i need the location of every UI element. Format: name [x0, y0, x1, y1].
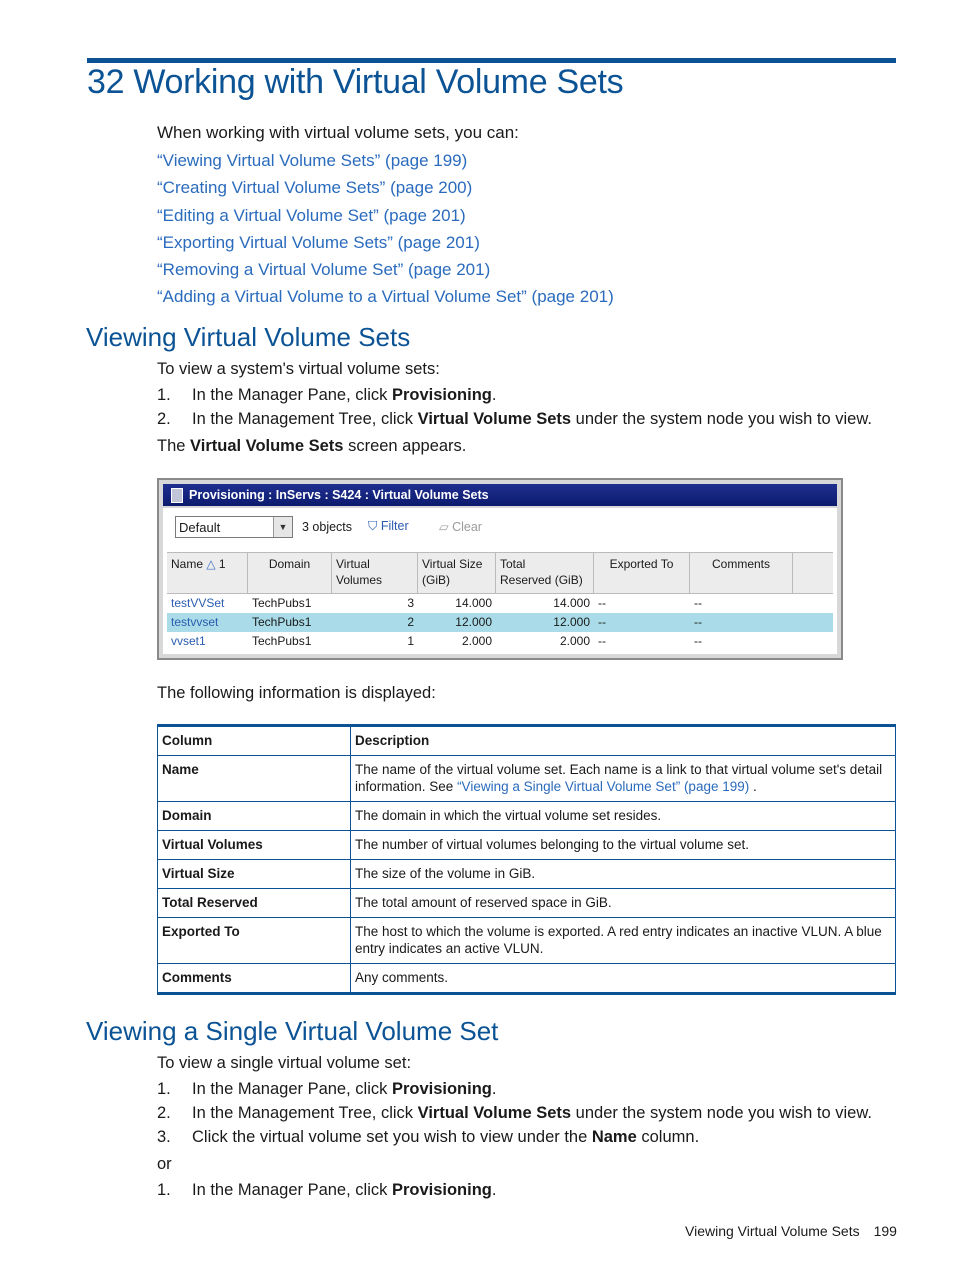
chapter-title: 32 Working with Virtual Volume Sets [87, 63, 624, 101]
filter-icon: ⛉ [368, 519, 381, 533]
col-virtual-volumes[interactable]: Virtual Volumes [332, 553, 418, 593]
filter-button[interactable]: ⛉ Filter [368, 519, 409, 533]
following-text: The following information is displayed: [157, 684, 436, 702]
link-removing[interactable]: “Removing a Virtual Volume Set” (page 201) [157, 260, 491, 280]
table-row: Total Reserved The total amount of reserved space in GiB. [158, 889, 896, 918]
grid-header [167, 552, 833, 594]
section2-step-2: 2. In the Management Tree, click Virtual Volume Sets under the system node you wish to view. [157, 1104, 872, 1122]
page-footer [685, 1223, 897, 1239]
col-virtual-size[interactable]: Virtual Size (GiB) [418, 553, 496, 593]
table-row: Exported To The host to which the volume is exported. A red entry indicates an inactive VLUN. A blue entry indicates an active VLUN. [158, 918, 896, 964]
eraser-icon: ▱ [439, 520, 453, 534]
chapter-links [157, 150, 614, 314]
table-row: Virtual Volumes The number of virtual volumes belonging to the virtual volume set. [158, 831, 896, 860]
table-row[interactable]: vvset1 TechPubs1 1 2.000 2.000 -- -- [171, 634, 702, 648]
link-adding[interactable]: “Adding a Virtual Volume to a Virtual Volume Set” (page 201) [157, 287, 614, 307]
chevron-down-icon[interactable]: ▼ [273, 517, 292, 537]
link-viewing-single[interactable]: “Viewing a Single Virtual Volume Set” (page 199) [457, 779, 750, 794]
link-viewing[interactable]: “Viewing Virtual Volume Sets” (page 199) [157, 151, 468, 170]
table-header-row: Column Description [158, 726, 896, 756]
link-exporting[interactable]: “Exporting Virtual Volume Sets” (page 201) [157, 232, 480, 252]
section2-step-3: 3. Click the virtual volume set you wish to view under the Name column. [157, 1128, 700, 1146]
table-row[interactable]: testVVSet TechPubs1 3 14.000 14.000 -- -- [171, 596, 702, 610]
section-heading-viewing: Viewing Virtual Volume Sets [86, 322, 411, 352]
link-creating[interactable]: “Creating Virtual Volume Sets” (page 200) [157, 178, 473, 198]
section2-alt-step-1: 1. In the Manager Pane, click Provisioning. [157, 1181, 497, 1199]
col-name[interactable]: Name △ 1 [167, 553, 248, 593]
col-total-reserved[interactable]: Total Reserved (GiB) [496, 553, 594, 593]
table-row[interactable]: testvvset TechPubs1 2 12.000 12.000 -- -- [167, 613, 833, 632]
section2-step-1: 1. In the Manager Pane, click Provisioning. [157, 1080, 497, 1098]
section1-result: The Virtual Volume Sets screen appears. [157, 437, 467, 455]
section1-step-1: 1. In the Manager Pane, click Provisioning. [157, 386, 497, 404]
page-number: 199 [873, 1223, 897, 1239]
vv-sets-grid [167, 552, 833, 651]
section2-lead: To view a single virtual volume set: [157, 1054, 412, 1072]
window-title-bar: Provisioning : InServs : S424 : Virtual Volume Sets [163, 484, 837, 506]
object-count: 3 objects [302, 520, 353, 534]
columns-table [157, 724, 896, 995]
col-comments[interactable]: Comments [690, 553, 793, 593]
table-row: Name The name of the virtual volume set. Each name is a link to that virtual volume set's detail information. See “Viewing a Single Virtual Volume Set” (page 199) . [158, 756, 896, 802]
section1-step-2: 2. In the Management Tree, click Virtual Volume Sets under the system node you wish to view. [157, 410, 872, 428]
or-text: or [157, 1155, 172, 1173]
window-icon [171, 488, 183, 503]
col-exported-to[interactable]: Exported To [594, 553, 690, 593]
footer-section-title: Viewing Virtual Volume Sets [685, 1223, 860, 1239]
intro-text: When working with virtual volume sets, you can: [157, 123, 519, 142]
table-row: Virtual Size The size of the volume in GiB. [158, 860, 896, 889]
view-select[interactable]: Default ▼ [175, 516, 293, 538]
vv-sets-screenshot [157, 478, 843, 660]
clear-button[interactable]: ▱ Clear [439, 520, 482, 534]
link-editing[interactable]: “Editing a Virtual Volume Set” (page 201) [157, 205, 466, 225]
section1-lead: To view a system's virtual volume sets: [157, 360, 440, 378]
col-domain[interactable]: Domain [248, 553, 332, 593]
section-heading-single: Viewing a Single Virtual Volume Set [86, 1016, 499, 1046]
table-row: Domain The domain in which the virtual volume set resides. [158, 802, 896, 831]
table-row: Comments Any comments. [158, 964, 896, 994]
